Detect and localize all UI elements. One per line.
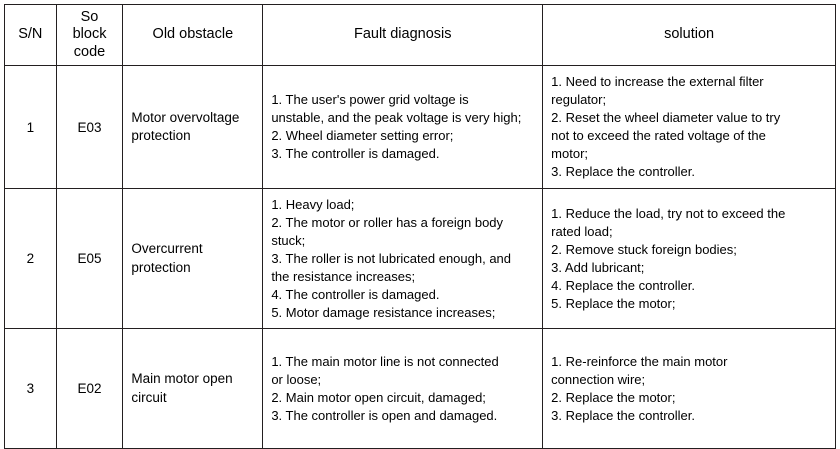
text-line: the resistance increases; [271, 268, 416, 284]
text-line: 2. Replace the motor; [551, 389, 676, 405]
cell-solution [543, 66, 836, 189]
cell-old-obstacle: Overcurrent protection [123, 189, 263, 329]
solution-lines [551, 353, 827, 425]
cell-fault-diagnosis [263, 189, 543, 329]
text-line: 2. Reset the wheel diameter value to try [551, 110, 781, 126]
text-line: 2. Remove stuck foreign bodies; [551, 241, 737, 257]
cell-old-obstacle: Main motor open circuit [123, 329, 263, 449]
cell-fault-diagnosis [263, 66, 543, 189]
text-line: 3. The roller is not lubricated enough, and [271, 250, 512, 266]
text-line: 3. The controller is damaged. [271, 146, 440, 162]
cell-fault-diagnosis [263, 329, 543, 449]
diagnosis-lines [271, 196, 534, 322]
text-line: 5. Replace the motor; [551, 295, 676, 311]
cell-sn: 1 [5, 66, 57, 189]
text-line: rated load; [551, 223, 613, 239]
header-fault-diagnosis: Fault diagnosis [263, 5, 543, 66]
text-line: 3. Replace the controller. [551, 164, 695, 180]
diagnosis-lines [271, 91, 534, 163]
table-row [5, 66, 836, 189]
table-row [5, 329, 836, 449]
text-line: 2. Main motor open circuit, damaged; [271, 389, 486, 405]
header-sn: S/N [5, 5, 57, 66]
text-line: 2. The motor or roller has a foreign body [271, 214, 504, 230]
cell-solution [543, 329, 836, 449]
text-line: 1. The main motor line is not connected [271, 353, 499, 369]
text-line: 3. The controller is open and damaged. [271, 407, 498, 423]
table-header [5, 5, 836, 66]
text-line: not to exceed the rated voltage of the [551, 128, 766, 144]
cell-solution [543, 189, 836, 329]
text-line: connection wire; [551, 371, 646, 387]
text-line: or loose; [271, 371, 322, 387]
fault-diagnosis-table [4, 4, 836, 449]
solution-lines [551, 205, 827, 313]
text-line: 4. Replace the controller. [551, 277, 695, 293]
header-block-code: So block code [56, 5, 123, 66]
text-line: 1. Heavy load; [271, 196, 355, 212]
cell-sn: 2 [5, 189, 57, 329]
diagnosis-lines [271, 353, 534, 425]
text-line: 3. Add lubricant; [551, 259, 645, 275]
header-old-obstacle: Old obstacle [123, 5, 263, 66]
text-line: motor; [551, 146, 589, 162]
text-line: regulator; [551, 92, 607, 108]
cell-block-code: E05 [56, 189, 123, 329]
text-line: 1. Reduce the load, try not to exceed the [551, 205, 786, 221]
cell-block-code: E02 [56, 329, 123, 449]
text-line: 1. Need to increase the external filter [551, 74, 764, 90]
text-line: 5. Motor damage resistance increases; [271, 304, 496, 320]
table-row [5, 189, 836, 329]
text-line: 4. The controller is damaged. [271, 286, 440, 302]
cell-old-obstacle: Motor overvoltage protection [123, 66, 263, 189]
solution-lines [551, 73, 827, 181]
header-solution: solution [543, 5, 836, 66]
text-line: 1. The user's power grid voltage is [271, 92, 469, 108]
text-line: 2. Wheel diameter setting error; [271, 128, 454, 144]
header-row [5, 5, 836, 66]
text-line: unstable, and the peak voltage is very high; [271, 110, 522, 126]
text-line: 1. Re-reinforce the main motor [551, 353, 728, 369]
text-line: stuck; [271, 232, 306, 248]
table-body [5, 66, 836, 449]
cell-block-code: E03 [56, 66, 123, 189]
text-line: 3. Replace the controller. [551, 407, 695, 423]
cell-sn: 3 [5, 329, 57, 449]
